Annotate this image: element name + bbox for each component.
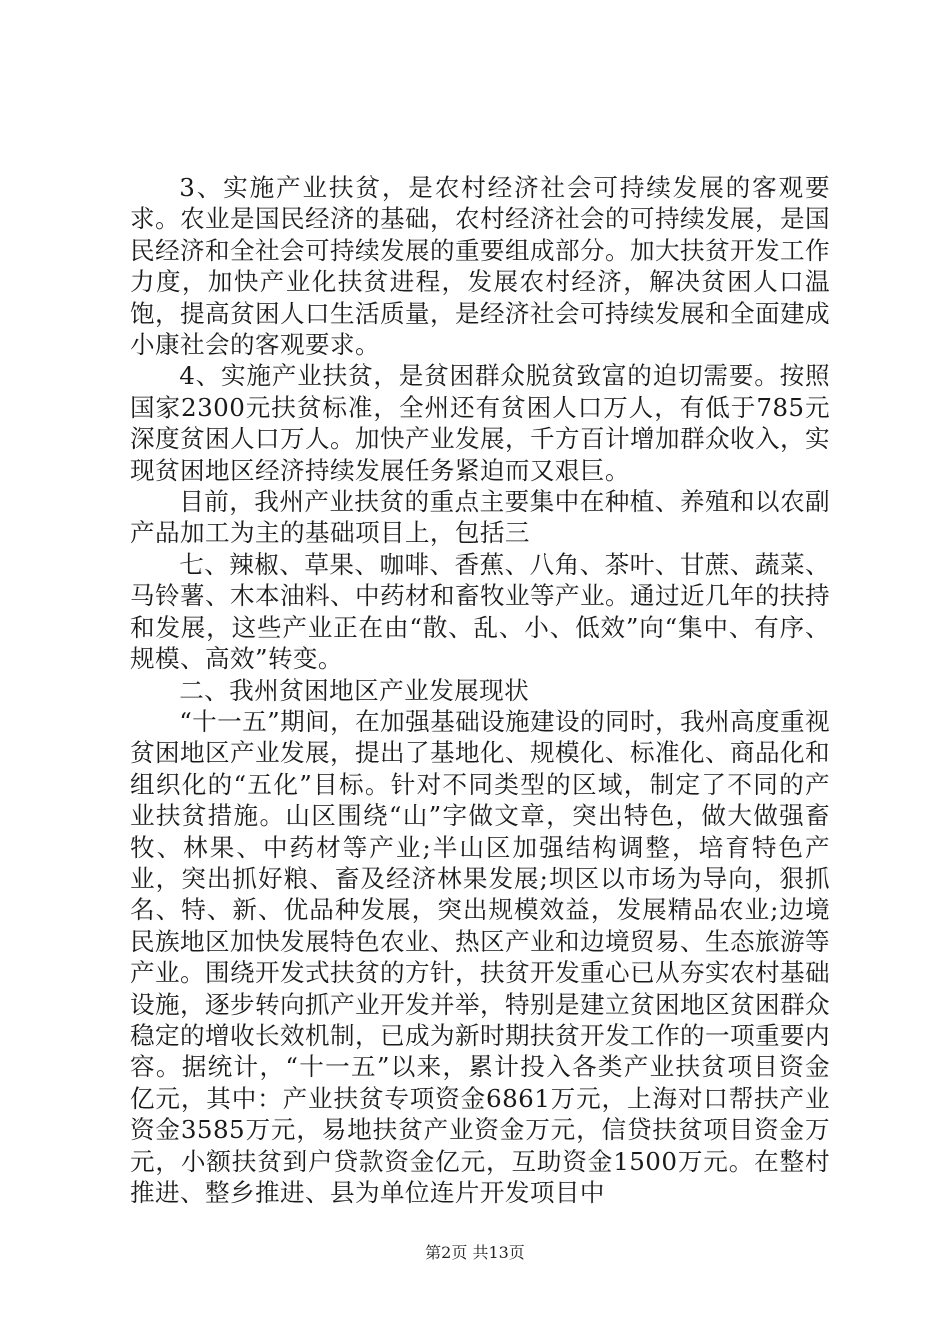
paragraph-3: 目前，我州产业扶贫的重点主要集中在种植、养殖和以农副产品加工为主的基础项目上，包括三 (130, 487, 830, 548)
page-number-footer: 第2页 共13页 (425, 1243, 525, 1262)
paragraph-5: “十一五”期间，在加强基础设施建设的同时，我州高度重视贫困地区产业发展，提出了基地化、规模化、标准化、商品化和组织化的“五化”目标。针对不同类型的区域，制定了不同的产业扶贫措施。山区围绕“山”字做文章，突出特色，做大做强畜牧、林果、中药材等产业;半山区加强结构调整，培育特色产业，突出抓好粮、畜及经济林果发展;坝区以市场为导向，狠抓名、特、新、优品种发展，突出规模效益，发展精品农业;边境民族地区加快发展特色农业、热区产业和边境贸易、生态旅游等产业。围绕开发式扶贫的方针，扶贫开发重心已从夯实农村基础设施，逐步转向抓产业开发并举，特别是建立贫困地区贫困群众稳定的增收长效机制，已成为新时期扶贫开发工作的一项重要内容。据统计，“十一五”以来，累计投入各类产业扶贫项目资金亿元，其中：产业扶贫专项资金6861万元，上海对口帮扶产业资金3585万元，易地扶贫产业资金万元，信贷扶贫项目资金万元，小额扶贫到户贷款资金亿元，互助资金1500万元。在整村推进、整乡推进、县为单位连片开发项目中 (130, 706, 830, 1207)
section-heading: 二、我州贫困地区产业发展现状 (179, 675, 530, 705)
document-body (130, 172, 830, 1208)
paragraph-2: 4、实施产业扶贫，是贫困群众脱贫致富的迫切需要。按照国家2300元扶贫标准，全州还有贫困人口万人，有低于785元深度贫困人口万人。加快产业发展，千方百计增加群众收入，实现贫困地区经济持续发展任务紧迫而又艰巨。 (130, 361, 830, 485)
paragraph-1: 3、实施产业扶贫，是农村经济社会可持续发展的客观要求。农业是国民经济的基础，农村经济社会的可持续发展，是国民经济和全社会可持续发展的重要组成部分。加大扶贫开发工作力度，加快产业化扶贫进程，发展农村经济，解决贫困人口温饱，提高贫困人口生活质量，是经济社会可持续发展和全面建成小康社会的客观要求。 (130, 173, 830, 360)
paragraph-4: 七、辣椒、草果、咖啡、香蕉、八角、茶叶、甘蔗、蔬菜、马铃薯、木本油料、中药材和畜牧业等产业。通过近几年的扶持和发展，这些产业正在由“散、乱、小、低效”向“集中、有序、规模、高效”转变。 (130, 549, 830, 674)
